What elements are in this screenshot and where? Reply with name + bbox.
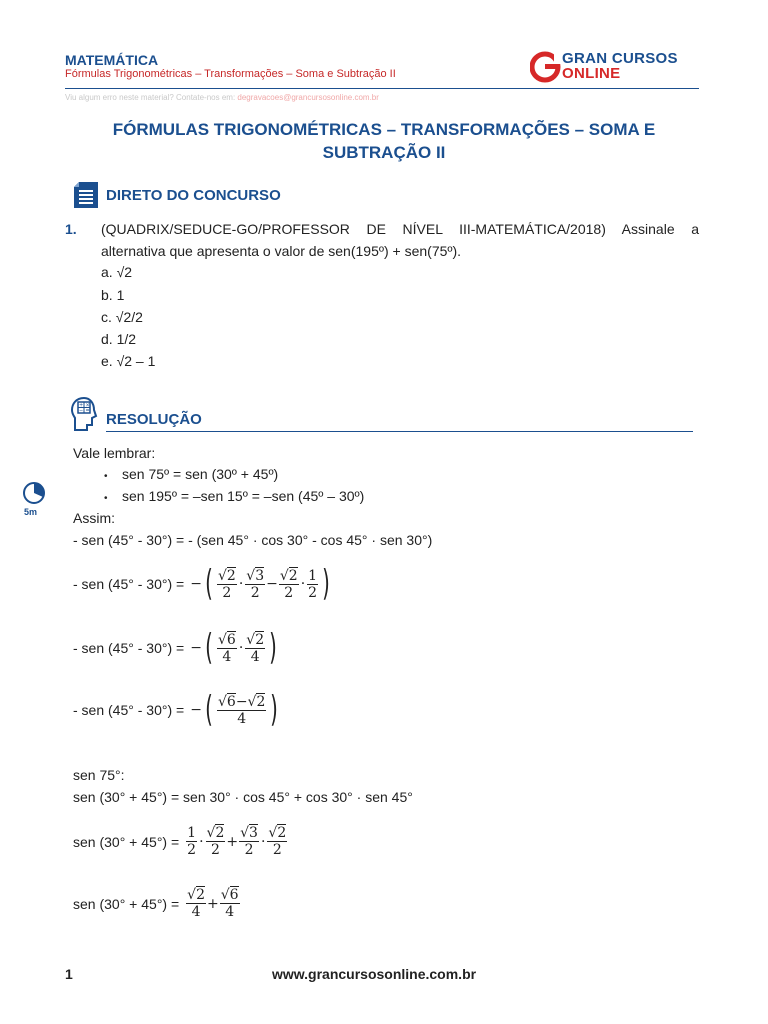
fraction: √ $\frac{2}{2}$ [217, 568, 237, 601]
formula-lhs: sen (30° + 45°) = [73, 833, 180, 850]
equation-line: sen (30° + 45°) = sen 30° · cos 45° + cos 30° · sen 45° [73, 789, 413, 805]
logo-line1: GRAN CURSOS [562, 50, 678, 67]
fraction: √ $\frac{2}{2}$ [279, 568, 299, 601]
brain-calculator-icon [70, 396, 98, 432]
formula-lhs: sen (30° + 45°) = [73, 895, 180, 912]
dot-operator: · [238, 576, 244, 592]
left-paren: ( [205, 627, 213, 668]
minus-sign: − [190, 640, 202, 656]
logo-wordmark [562, 51, 678, 81]
formula-row [73, 887, 241, 920]
formula-lhs: - sen (45° - 30°) = [73, 702, 185, 718]
formula-expression [190, 563, 333, 604]
right-paren: ) [270, 689, 279, 730]
formula-expression [185, 825, 288, 858]
dot-operator: · [300, 576, 306, 592]
svg-text:+: + [79, 402, 84, 409]
dot-operator: · [260, 833, 266, 850]
section-title-direto: DIRETO DO CONCURSO [106, 187, 281, 204]
left-paren: ( [205, 563, 213, 604]
svg-text:−: − [79, 408, 84, 414]
dot-operator: · [199, 833, 204, 850]
svg-text:=: = [85, 408, 90, 414]
document-icon [74, 182, 98, 208]
contact-email-link[interactable]: degravacoes@grancursosonline.com.br [237, 93, 379, 102]
fraction: $\frac{1}{2}$ [308, 567, 318, 601]
formula-row [73, 689, 281, 730]
header-divider [65, 88, 699, 89]
formula-row [73, 825, 288, 858]
right-paren: ) [322, 563, 330, 604]
logo-line2: ONLINE [562, 65, 621, 82]
formula-expression [190, 627, 280, 668]
formula-row [73, 563, 333, 604]
fraction: √ $\frac{6}{4}$ [220, 887, 240, 920]
minus-sign: − [190, 576, 202, 592]
option-d: d. 1/2 [101, 331, 137, 347]
option-a: a. √2 [101, 264, 133, 280]
right-paren: ) [269, 627, 277, 668]
plus-sign: + [226, 833, 239, 850]
fraction: √ $\frac{3}{2}$ [245, 568, 265, 601]
assim-label: Assim: [73, 510, 115, 526]
section-divider [106, 431, 693, 432]
option-b: b. 1 [101, 287, 125, 303]
bullet-text: sen 195º = –sen 15º = –sen (45º – 30º) [122, 488, 365, 504]
left-paren: ( [205, 689, 213, 730]
document-title: FÓRMULAS TRIGONOMÉTRICAS – TRANSFORMAÇÕES – SOMA E SUBTRAÇÃO II [112, 120, 656, 162]
page-number: 1 [65, 966, 73, 982]
svg-text:×: × [85, 402, 90, 409]
fraction: √ $\frac{2}{2}$ [267, 825, 287, 858]
bullet-dot: • [104, 493, 108, 504]
dot-operator: · [238, 640, 244, 656]
bullet-text: sen 75º = sen (30º + 45º) [122, 466, 279, 482]
option-e: e. √2 – 1 [101, 353, 156, 369]
header-subject: MATEMÁTICA [65, 52, 159, 68]
header-contact [65, 93, 379, 102]
logo-g-icon [530, 50, 562, 84]
question-number: 1. [65, 221, 77, 237]
fraction: √ $\frac{6}{4}$ [217, 632, 237, 665]
equation-line: - sen (45° - 30°) = - (sen 45° · cos 30° - cos 45° · sen 30°) [73, 532, 433, 548]
timer-icon [22, 481, 46, 505]
formula-expression [185, 887, 240, 920]
minus-sign: − [266, 576, 278, 592]
gran-cursos-logo [530, 50, 702, 84]
section-title-resolucao: RESOLUÇÃO [106, 411, 202, 428]
fraction: √ $\frac{2}{4}$ [245, 632, 265, 665]
fraction: √ $\frac{2}{2}$ [206, 825, 226, 858]
fraction: $\frac{1}{2}$ [187, 825, 197, 858]
contact-prefix: Viu algum erro neste material? Contate-nos em: [65, 93, 238, 102]
fraction: √ $\frac{6-√ 2}{4}$ [217, 694, 266, 727]
formula-expression [190, 689, 281, 730]
header-topic: Fórmulas Trigonométricas – Transformações – Soma e Subtração II [65, 68, 396, 80]
minus-sign: − [190, 702, 202, 718]
list-item [104, 488, 364, 504]
plus-sign: + [207, 895, 219, 912]
fraction: √ $\frac{3}{2}$ [239, 825, 259, 858]
resolution-intro: Vale lembrar: [73, 445, 156, 461]
formula-lhs: - sen (45° - 30°) = [73, 640, 185, 656]
formula-lhs: - sen (45° - 30°) = [73, 576, 185, 592]
footer-url-link[interactable]: www.grancursosonline.com.br [272, 966, 477, 982]
formula-row [73, 627, 280, 668]
list-item [104, 466, 278, 482]
question-text: (QUADRIX/SEDUCE-GO/PROFESSOR DE NÍVEL III-MATEMÁTICA/2018) Assinale a alternativa que apresenta o valor de sen(195º) + sen(75º). [101, 221, 699, 259]
option-c: c. √2/2 [101, 309, 143, 325]
bullet-dot: • [104, 471, 108, 482]
fraction: √ $\frac{2}{4}$ [186, 887, 206, 920]
timer-label: 5m [24, 507, 38, 517]
sen75-label: sen 75°: [73, 767, 125, 783]
